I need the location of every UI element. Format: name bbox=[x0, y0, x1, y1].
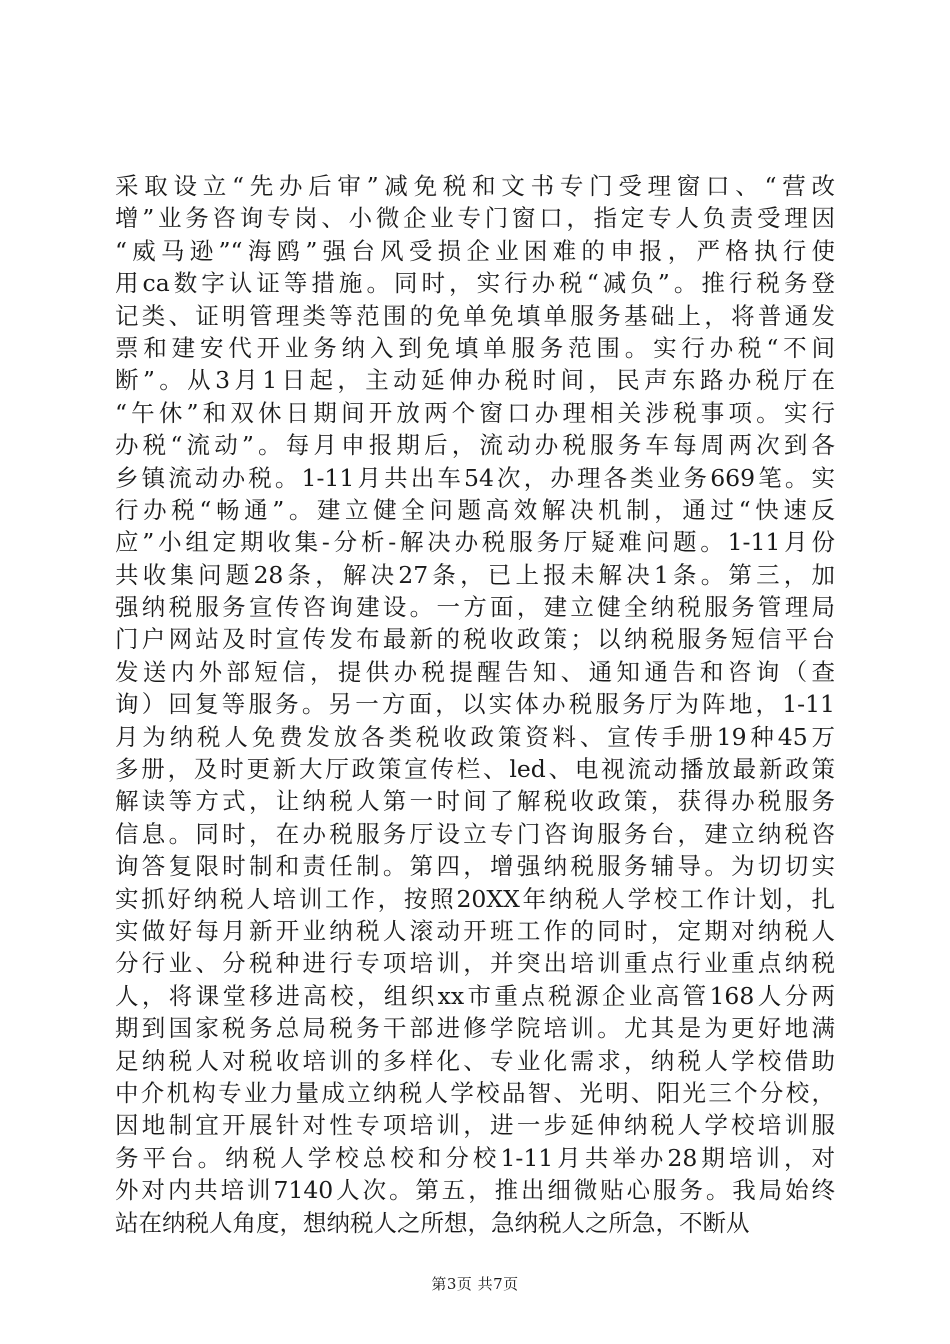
text-line: 门户网站及时宣传发布最新的税收政策；以纳税服务短信平台 bbox=[115, 625, 835, 654]
body-paragraph bbox=[115, 170, 835, 1239]
text-line: 分行业、分税种进行专项培训，并突出培训重点行业重点纳税 bbox=[115, 949, 835, 978]
text-line: 增”业务咨询专岗、小微企业专门窗口，指定专人负责受理因 bbox=[115, 204, 835, 233]
text-line: 信息。同时，在办税服务厅设立专门咨询服务台，建立纳税咨 bbox=[115, 819, 835, 848]
text-line: 行办税“畅通”。建立健全问题高效解决机制，通过“快速反 bbox=[115, 495, 835, 524]
text-line: 月为纳税人免费发放各类税收政策资料、宣传手册19种45万 bbox=[115, 722, 835, 751]
text-line: 询答复限时制和责任制。第四，增强纳税服务辅导。为切切实 bbox=[115, 852, 835, 881]
page-footer: 第3页 共7页 bbox=[431, 1275, 519, 1293]
text-line: 人，将课堂移进高校，组织xx市重点税源企业高管168人分两 bbox=[115, 981, 835, 1010]
text-line: “午休”和双休日期间开放两个窗口办理相关涉税事项。实行 bbox=[115, 398, 835, 427]
text-line: 采取设立“先办后审”减免税和文书专门受理窗口、“营改 bbox=[115, 172, 835, 200]
text-line: 多册，及时更新大厅政策宣传栏、led、电视流动播放最新政策 bbox=[115, 755, 835, 784]
text-line: 共收集问题28条，解决27条，已上报未解决1条。第三，加 bbox=[115, 560, 835, 589]
text-line: 解读等方式，让纳税人第一时间了解税收政策，获得办税服务 bbox=[115, 787, 835, 816]
text-line: 实做好每月新开业纳税人滚动开班工作的同时，定期对纳税人 bbox=[115, 916, 835, 945]
text-line: 足纳税人对税收培训的多样化、专业化需求，纳税人学校借助 bbox=[115, 1046, 835, 1075]
text-line: 用ca数字认证等措施。同时，实行办税“减负”。推行税务登 bbox=[115, 269, 835, 298]
text-line: 站在纳税人角度，想纳税人之所想，急纳税人之所急，不断从 bbox=[115, 1208, 750, 1237]
text-line: 实抓好纳税人培训工作，按照20XX年纳税人学校工作计划，扎 bbox=[115, 884, 835, 913]
text-line: 外对内共培训7140人次。第五，推出细微贴心服务。我局始终 bbox=[115, 1176, 835, 1205]
text-line: 应”小组定期收集-分析-解决办税服务厅疑难问题。1-11月份 bbox=[115, 528, 835, 557]
text-line: 因地制宜开展针对性专项培训，进一步延伸纳税人学校培训服 bbox=[115, 1111, 835, 1140]
text-line: 询）回复等服务。另一方面，以实体办税服务厅为阵地，1-11 bbox=[115, 690, 835, 719]
text-line: 中介机构专业力量成立纳税人学校品智、光明、阳光三个分校， bbox=[115, 1078, 835, 1107]
text-line: 强纳税服务宣传咨询建设。一方面，建立健全纳税服务管理局 bbox=[115, 593, 835, 622]
text-line: 发送内外部短信，提供办税提醒告知、通知通告和咨询（查 bbox=[115, 657, 835, 686]
text-line: “威马逊”“海鸥”强台风受损企业困难的申报，严格执行使 bbox=[115, 236, 835, 265]
text-line: 票和建安代开业务纳入到免填单服务范围。实行办税“不间 bbox=[115, 333, 835, 362]
text-line: 期到国家税务总局税务干部进修学院培训。尤其是为更好地满 bbox=[115, 1014, 835, 1043]
text-line: 办税“流动”。每月申报期后，流动办税服务车每周两次到各 bbox=[115, 431, 835, 460]
text-line: 记类、证明管理类等范围的免单免填单服务基础上，将普通发 bbox=[115, 301, 835, 330]
text-line: 断”。从3月1日起，主动延伸办税时间，民声东路办税厅在 bbox=[115, 366, 835, 395]
text-line: 乡镇流动办税。1-11月共出车54次，办理各类业务669笔。实 bbox=[115, 463, 835, 492]
text-line: 务平台。纳税人学校总校和分校1-11月共举办28期培训，对 bbox=[115, 1143, 835, 1172]
